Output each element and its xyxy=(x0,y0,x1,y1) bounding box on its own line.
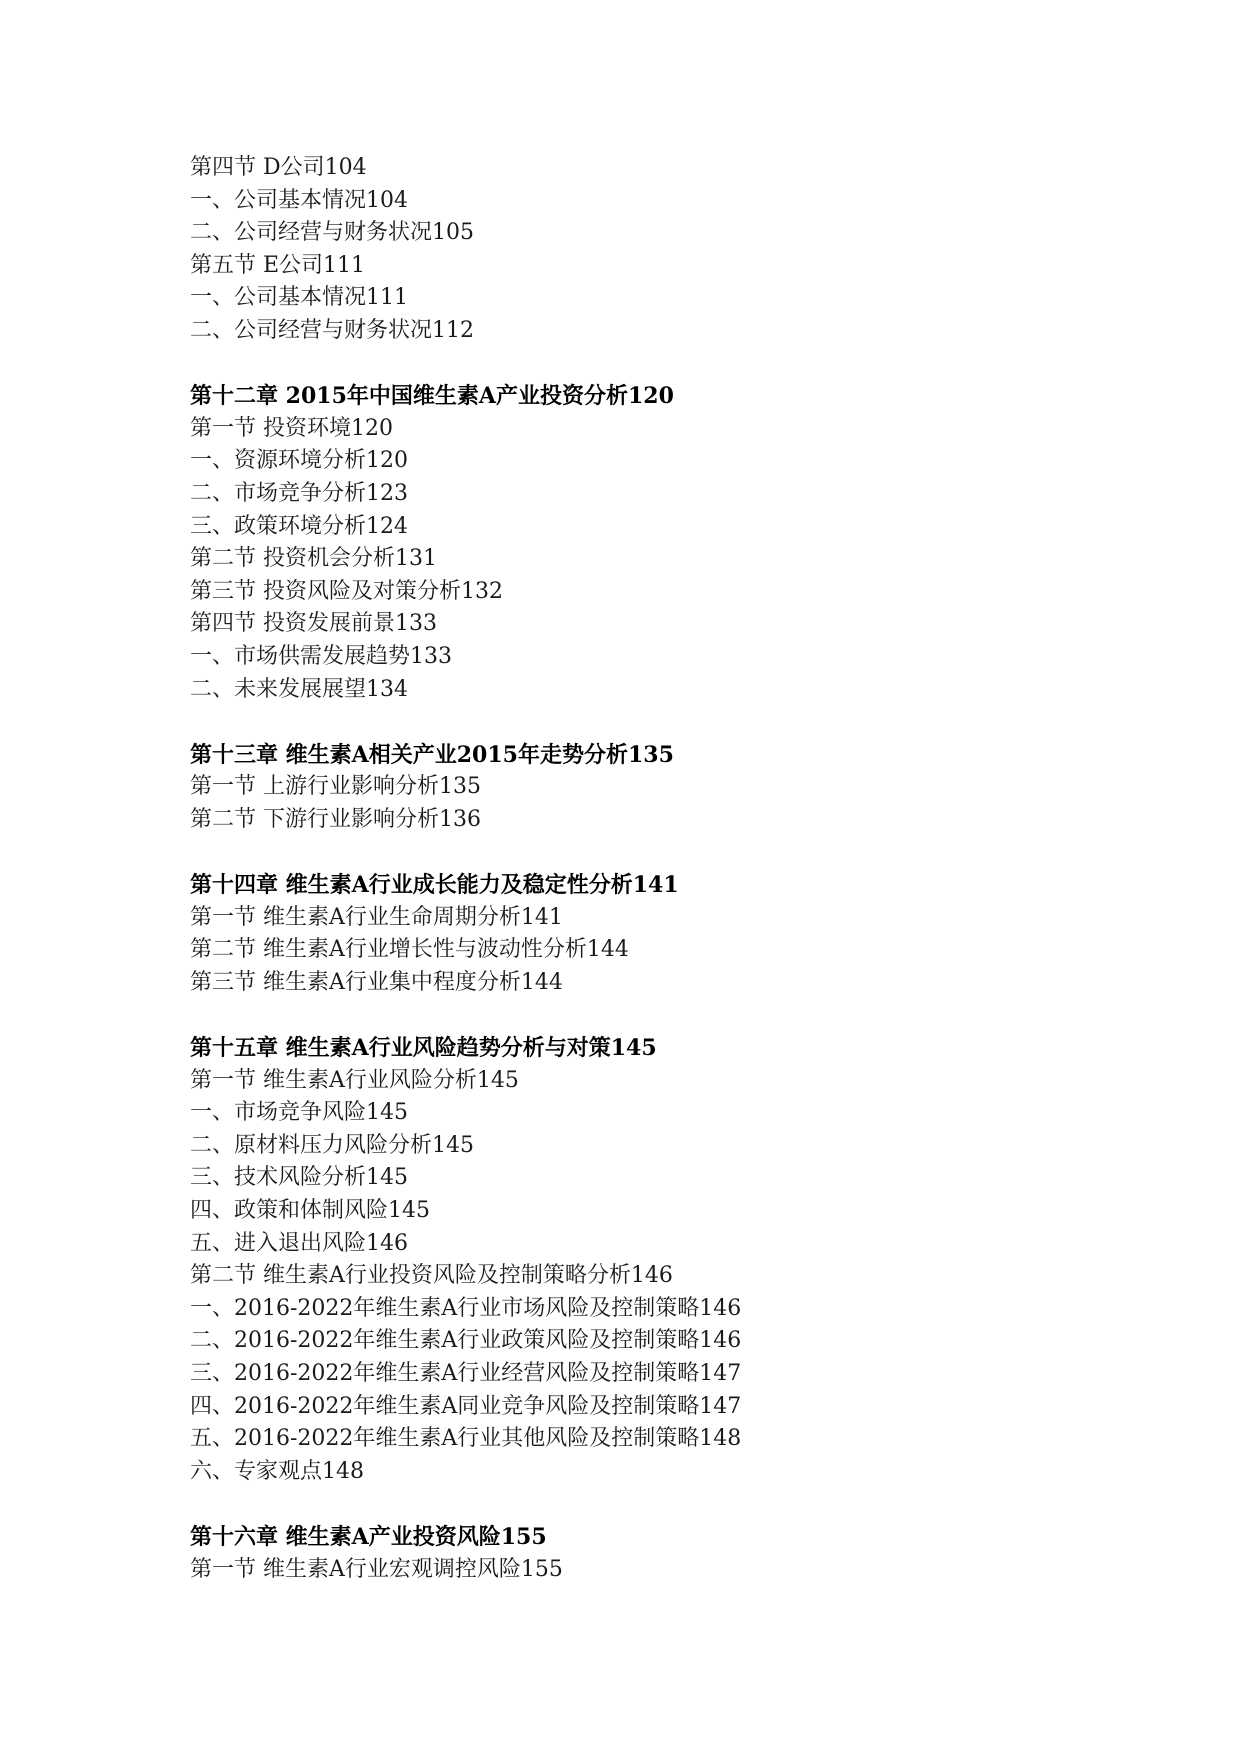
toc-section-line: 第五节 E公司111 xyxy=(190,252,366,278)
toc-item-line: 三、技术风险分析145 xyxy=(190,1165,408,1191)
toc-section-line: 第二节 维生素A行业投资风险及控制策略分析146 xyxy=(190,1263,673,1289)
toc-item-line: 二、原材料压力风险分析145 xyxy=(190,1132,474,1158)
toc-item-line: 一、公司基本情况111 xyxy=(190,285,408,311)
toc-gap xyxy=(190,999,1190,1032)
toc-chapter-line: 第十五章 维生素A行业风险趋势分析与对策145 xyxy=(190,1035,657,1062)
toc-item-line: 一、2016-2022年维生素A行业市场风险及控制策略146 xyxy=(190,1295,742,1321)
toc-item-line: 一、市场竞争风险145 xyxy=(190,1100,408,1126)
toc-item-line: 五、进入退出风险146 xyxy=(190,1230,408,1256)
toc-gap xyxy=(190,836,1190,869)
toc-item-line: 三、2016-2022年维生素A行业经营风险及控制策略147 xyxy=(190,1360,742,1386)
toc-item-line: 二、2016-2022年维生素A行业政策风险及控制策略146 xyxy=(190,1328,742,1354)
toc-chapter-line: 第十四章 维生素A行业成长能力及稳定性分析141 xyxy=(190,872,679,899)
toc-section-line: 第三节 投资风险及对策分析132 xyxy=(190,578,503,604)
toc-section-line: 第一节 维生素A行业生命周期分析141 xyxy=(190,904,563,930)
table-of-contents xyxy=(190,152,1190,1586)
toc-item-line: 一、市场供需发展趋势133 xyxy=(190,643,452,669)
toc-chapter-line: 第十六章 维生素A产业投资风险155 xyxy=(190,1523,547,1550)
toc-section-line: 第三节 维生素A行业集中程度分析144 xyxy=(190,969,563,995)
toc-gap xyxy=(190,706,1190,739)
toc-item-line: 一、公司基本情况104 xyxy=(190,187,408,213)
toc-item-line: 六、专家观点148 xyxy=(190,1458,364,1484)
toc-item-line: 五、2016-2022年维生素A行业其他风险及控制策略148 xyxy=(190,1426,742,1452)
toc-item-line: 四、2016-2022年维生素A同业竞争风险及控制策略147 xyxy=(190,1393,742,1419)
toc-section-line: 第二节 维生素A行业增长性与波动性分析144 xyxy=(190,937,629,963)
toc-section-line: 第一节 投资环境120 xyxy=(190,415,393,441)
toc-item-line: 三、政策环境分析124 xyxy=(190,513,408,539)
toc-section-line: 第二节 投资机会分析131 xyxy=(190,546,437,572)
toc-section-line: 第一节 维生素A行业风险分析145 xyxy=(190,1067,519,1093)
toc-gap xyxy=(190,1488,1190,1521)
toc-item-line: 二、公司经营与财务状况105 xyxy=(190,220,474,246)
toc-chapter-line: 第十二章 2015年中国维生素A产业投资分析120 xyxy=(190,383,674,410)
toc-section-line: 第四节 D公司104 xyxy=(190,155,367,180)
toc-item-line: 一、资源环境分析120 xyxy=(190,448,408,474)
toc-section-line: 第二节 下游行业影响分析136 xyxy=(190,806,481,832)
toc-section-line: 第一节 上游行业影响分析135 xyxy=(190,774,481,800)
toc-item-line: 二、未来发展展望134 xyxy=(190,676,408,702)
toc-item-line: 四、政策和体制风险145 xyxy=(190,1198,430,1223)
toc-section-line: 第一节 维生素A行业宏观调控风险155 xyxy=(190,1556,563,1582)
toc-item-line: 二、市场竞争分析123 xyxy=(190,480,408,506)
toc-chapter-line: 第十三章 维生素A相关产业2015年走势分析135 xyxy=(190,741,674,768)
toc-gap xyxy=(190,348,1190,381)
toc-item-line: 二、公司经营与财务状况112 xyxy=(190,317,474,343)
toc-section-line: 第四节 投资发展前景133 xyxy=(190,611,437,637)
